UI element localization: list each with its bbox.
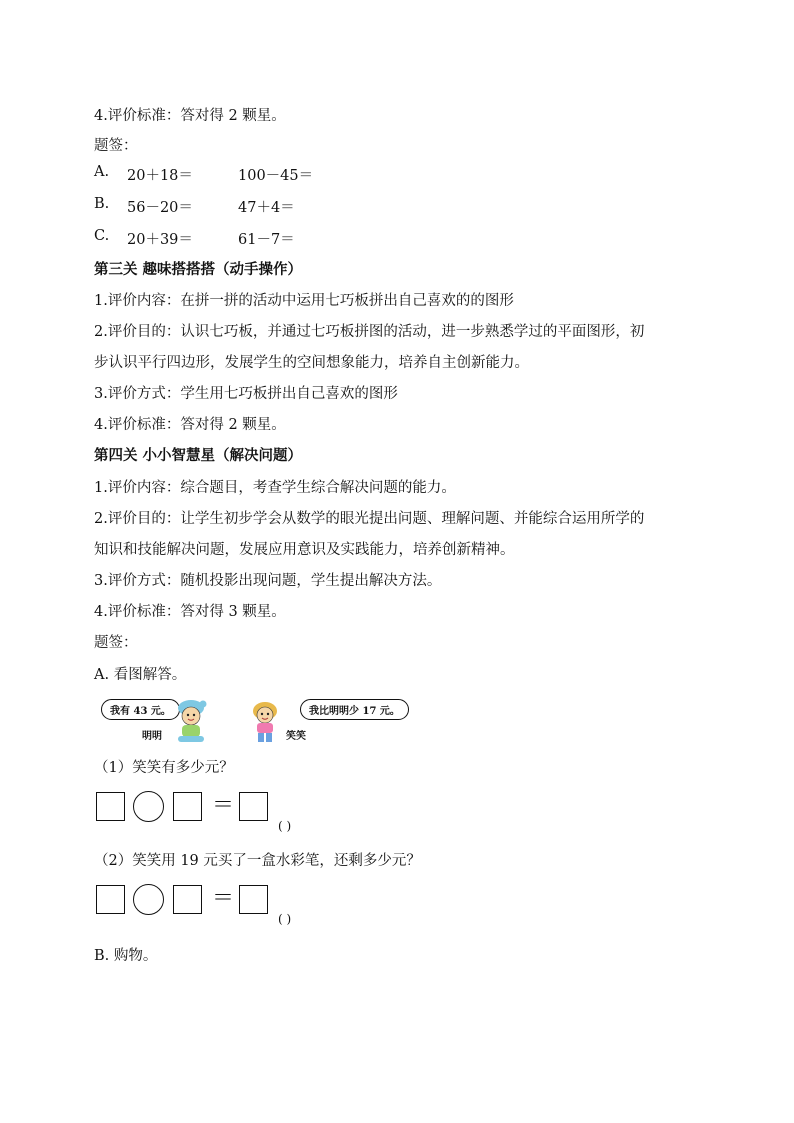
speech-bubble-right: 我比明明少 17 元。 xyxy=(300,699,409,720)
line-scoring-3: 4.评价标准：答对得 2 颗星。 xyxy=(94,417,286,433)
answer-box[interactable] xyxy=(173,885,202,914)
equals-sign: ＝ xyxy=(212,793,235,818)
expression: 20＋18＝ xyxy=(127,168,193,184)
line-item-a: A. 看图解答。 xyxy=(94,667,187,683)
line-question-label-1: 题签： xyxy=(94,138,138,154)
line-purpose-3a: 2.评价目的：认识七巧板，并通过七巧板拼图的活动，进一步熟悉学过的平面图形，初 xyxy=(94,324,645,340)
question-2: （2）笑笑用 19 元买了一盒水彩笔，还剩多少元？ xyxy=(94,853,421,869)
equals-sign: ＝ xyxy=(212,886,235,911)
speech-bubble-left: 我有 43 元。 xyxy=(101,699,180,720)
line-item-b: B. 购物。 xyxy=(94,948,158,964)
line-scoring-4: 4.评价标准：答对得 3 颗星。 xyxy=(94,604,286,620)
line-question-label-2: 题签： xyxy=(94,635,138,651)
operator-circle[interactable] xyxy=(133,791,164,822)
expression: 56－20＝ xyxy=(127,200,193,216)
line-purpose-4a: 2.评价目的：让学生初步学会从数学的眼光提出问题、理解问题、并能综合运用所学的 xyxy=(94,511,645,527)
unit-parentheses[interactable]: ( ) xyxy=(278,912,292,926)
answer-box[interactable] xyxy=(173,792,202,821)
line-method-4: 3.评价方式：随机投影出现问题，学生提出解决方法。 xyxy=(94,573,442,589)
character-name-left: 明明 xyxy=(142,731,162,742)
unit-parentheses[interactable]: ( ) xyxy=(278,819,292,833)
row-label: B. xyxy=(94,196,110,212)
line-scoring-1: 4.评价标准：答对得 2 颗星。 xyxy=(94,108,286,124)
expression: 100－45＝ xyxy=(238,168,314,184)
expression: 61－7＝ xyxy=(238,232,295,248)
expression: 20＋39＝ xyxy=(127,232,193,248)
operator-circle[interactable] xyxy=(133,884,164,915)
line-purpose-4b: 知识和技能解决问题，发展应用意识及实践能力，培养创新精神。 xyxy=(94,542,515,558)
question-1: （1）笑笑有多少元？ xyxy=(94,760,234,776)
character-name-right: 笑笑 xyxy=(286,731,306,742)
answer-box[interactable] xyxy=(96,885,125,914)
line-method-3: 3.评价方式：学生用七巧板拼出自己喜欢的图形 xyxy=(94,386,398,402)
line-purpose-3b: 步认识平行四边形，发展学生的空间想象能力，培养自主创新能力。 xyxy=(94,355,529,371)
answer-box[interactable] xyxy=(96,792,125,821)
answer-box[interactable] xyxy=(239,885,268,914)
line-content-3: 1.评价内容：在拼一拼的活动中运用七巧板拼出自己喜欢的的图形 xyxy=(94,293,514,309)
character-xiaoxiao-icon xyxy=(248,700,282,744)
section-heading-4: 第四关 小小智慧星（解决问题） xyxy=(94,447,303,464)
line-content-4: 1.评价内容：综合题目，考查学生综合解决问题的能力。 xyxy=(94,480,456,496)
row-label: A. xyxy=(94,164,110,180)
character-mingming-icon xyxy=(172,698,210,744)
row-label: C. xyxy=(94,228,110,244)
section-heading-3: 第三关 趣味搭搭搭（动手操作） xyxy=(94,261,303,278)
expression: 47＋4＝ xyxy=(238,200,295,216)
answer-box[interactable] xyxy=(239,792,268,821)
